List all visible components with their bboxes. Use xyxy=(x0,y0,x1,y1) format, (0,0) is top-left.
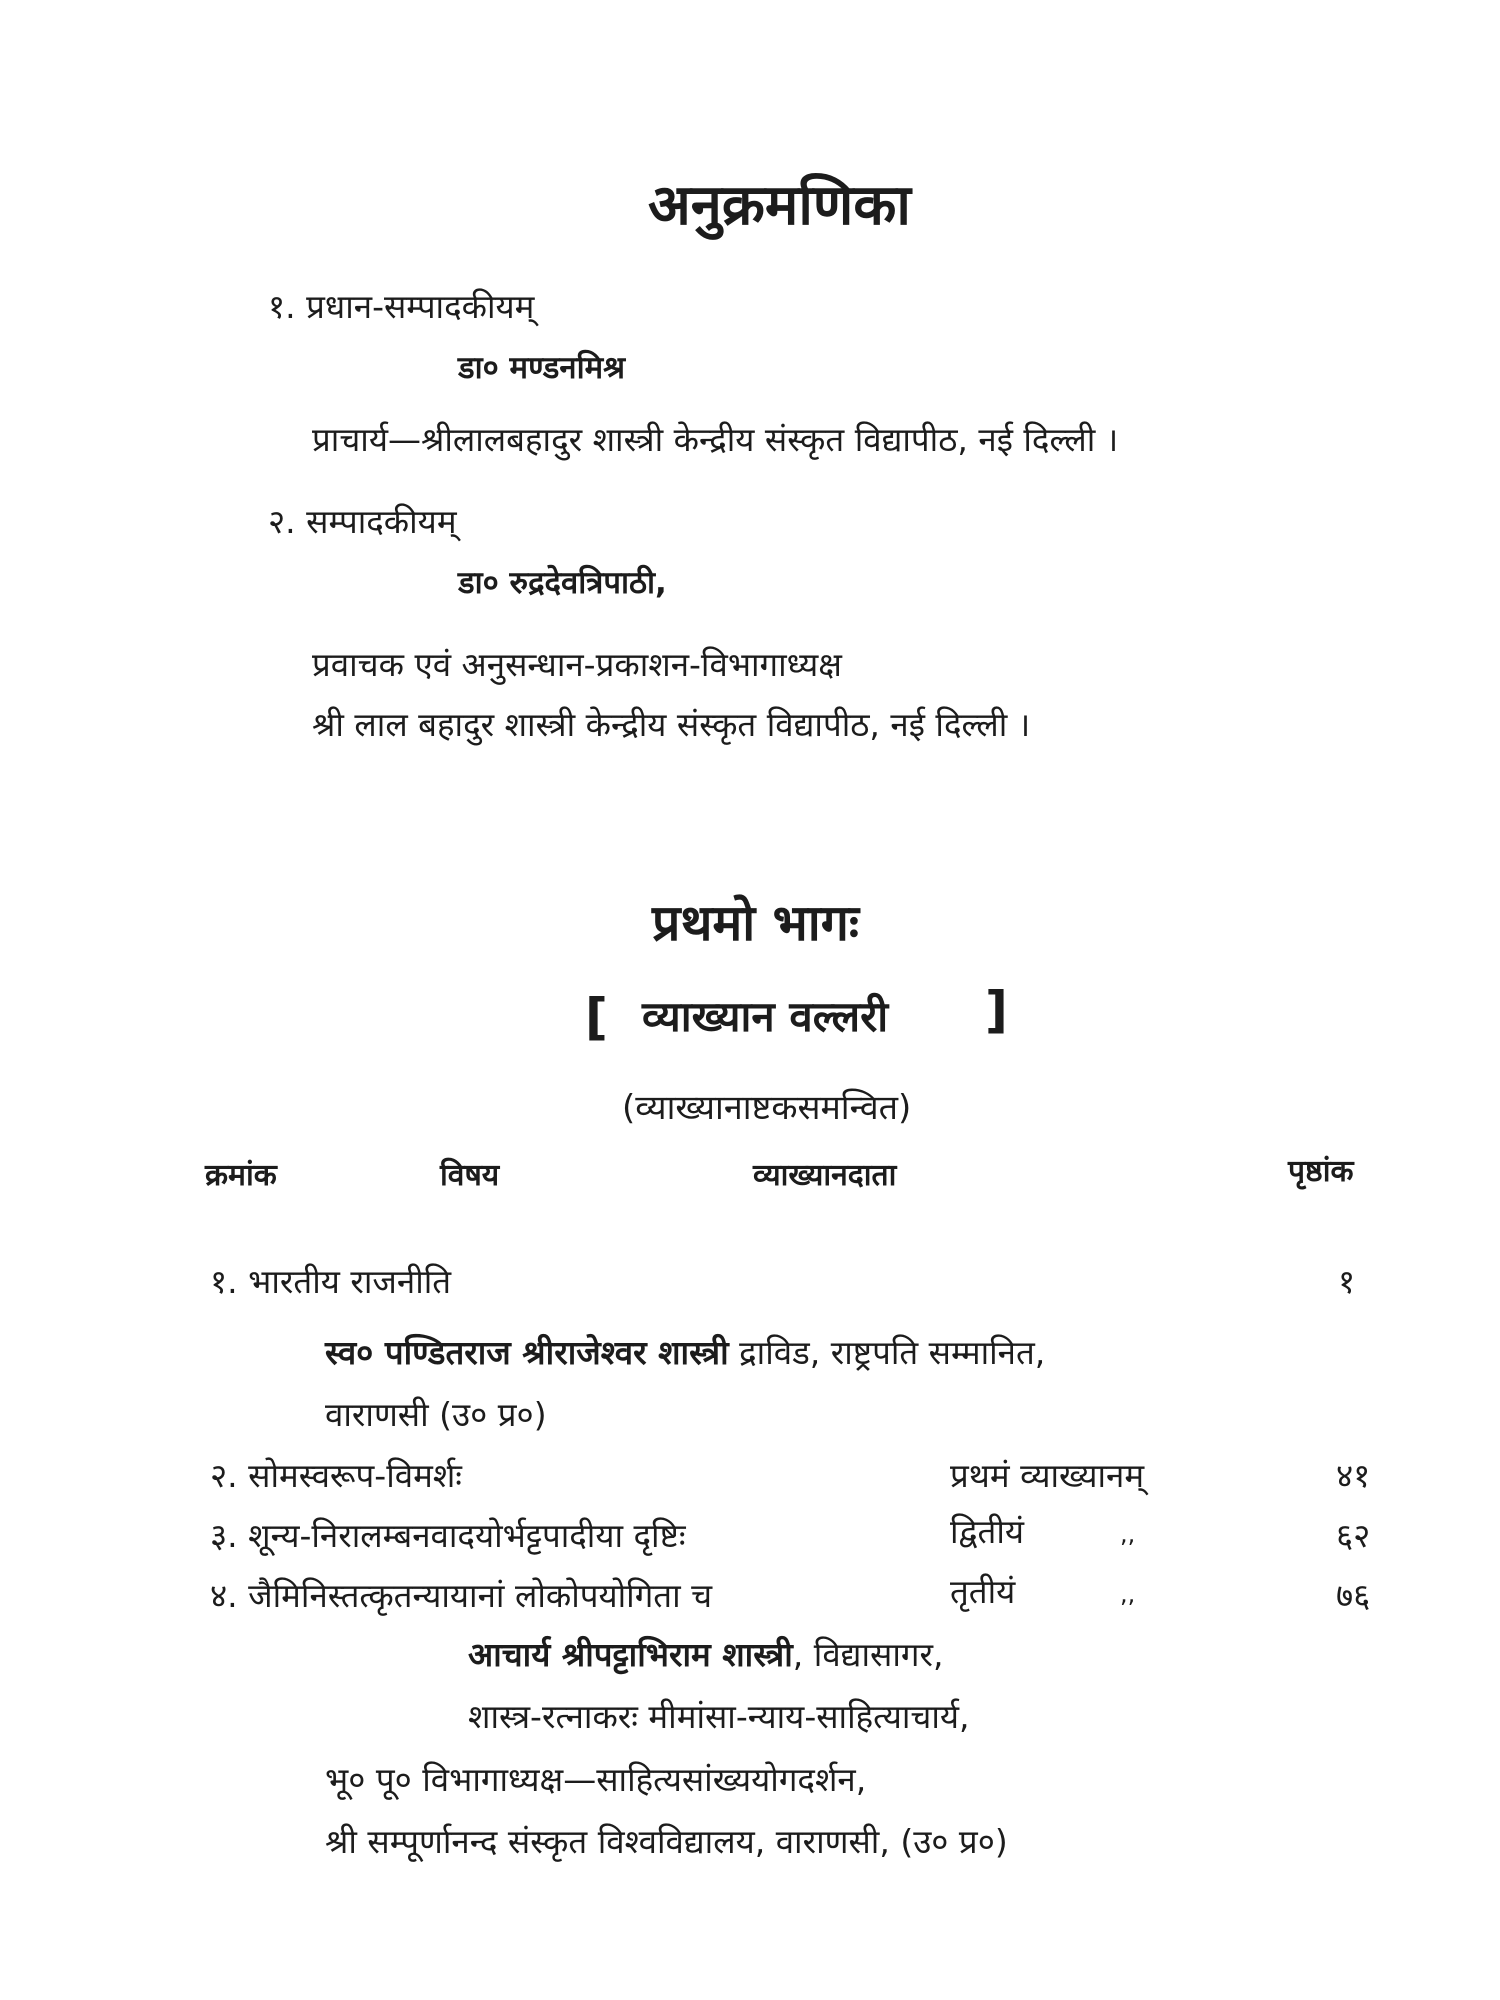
table-row-4-page: ७६ xyxy=(1336,1576,1371,1615)
header-serial: क्रमांक xyxy=(205,1158,277,1193)
page-title: अनुक्रमणिका xyxy=(648,173,911,238)
table-row-3-ditto: ,, xyxy=(1120,1520,1136,1548)
editorial-2-name: डा० रुद्रदेवत्रिपाठी, xyxy=(458,565,667,601)
row-1-speaker-title: द्राविड, राष्ट्रपति सम्मानित, xyxy=(728,1333,1046,1372)
table-row-2-page: ४१ xyxy=(1336,1456,1371,1495)
editorial-2-designation: प्रवाचक एवं अनुसन्धान-प्रकाशन-विभागाध्यक्ष xyxy=(312,645,842,684)
table-row-2-lecture: प्रथमं व्याख्यानम् xyxy=(950,1456,1145,1495)
part-title: प्रथमो भागः xyxy=(652,894,860,952)
editorial-2-affiliation: श्री लाल बहादुर शास्त्री केन्द्रीय संस्कृत विद्यापीठ, नई दिल्ली । xyxy=(312,705,1031,744)
table-row-3-page: ६२ xyxy=(1336,1516,1371,1555)
row-1-speaker-name: स्व० पण्डितराज श्रीराजेश्वर शास्त्री xyxy=(325,1333,729,1372)
header-page: पृष्ठांक xyxy=(1288,1154,1354,1189)
part-subtitle: व्याख्यान वल्लरी xyxy=(642,992,889,1041)
speaker-2-name: आचार्य श्रीपट्टाभिराम शास्त्री xyxy=(468,1635,793,1674)
table-row-4-subject: ४. जैमिनिस्तत्कृतन्यायानां लोकोपयोगिता च xyxy=(210,1576,713,1615)
subtitle-close-bracket: ] xyxy=(985,981,1008,1039)
speaker-2-line-1 xyxy=(468,1635,943,1675)
table-row-4-lecture: तृतीयं xyxy=(950,1572,1016,1611)
row-1-speaker xyxy=(325,1333,1045,1373)
table-row-3-lecture: द्वितीयं xyxy=(950,1512,1025,1551)
row-1-speaker-place: वाराणसी (उ० प्र०) xyxy=(325,1395,547,1434)
part-note: (व्याख्यानाष्टकसमन्वित) xyxy=(622,1088,912,1128)
editorial-1-affiliation: प्राचार्य—श्रीलालबहादुर शास्त्री केन्द्रीय संस्कृत विद्यापीठ, नई दिल्ली । xyxy=(312,420,1119,459)
table-row-1-subject: १. भारतीय राजनीति xyxy=(210,1262,452,1301)
editorial-2-label: २. सम्पादकीयम् xyxy=(268,502,457,541)
table-row-2-subject: २. सोमस्वरूप-विमर्शः xyxy=(210,1456,462,1495)
header-speaker: व्याख्यानदाता xyxy=(753,1158,897,1193)
speaker-2-line-4: श्री सम्पूर्णानन्द संस्कृत विश्वविद्यालय, वाराणसी, (उ० प्र०) xyxy=(325,1822,1008,1861)
editorial-1-label: १. प्रधान-सम्पादकीयम् xyxy=(268,287,535,326)
speaker-2-line-3: भू० पू० विभागाध्यक्ष—साहित्यसांख्ययोगदर्शन, xyxy=(325,1760,867,1799)
table-row-3-subject: ३. शून्य-निरालम्बनवादयोर्भट्टपादीया दृष्टिः xyxy=(210,1516,686,1555)
editorial-1-name: डा० मण्डनमिश्र xyxy=(458,350,626,386)
speaker-2-title: , विद्यासागर, xyxy=(792,1635,944,1674)
header-subject: विषय xyxy=(440,1158,500,1193)
table-row-4-ditto: ,, xyxy=(1120,1580,1136,1608)
subtitle-open-bracket: [ xyxy=(585,988,608,1046)
speaker-2-line-2: शास्त्र-रत्नाकरः मीमांसा-न्याय-साहित्याचार्य, xyxy=(468,1697,970,1736)
table-row-1-page: १ xyxy=(1338,1262,1356,1301)
